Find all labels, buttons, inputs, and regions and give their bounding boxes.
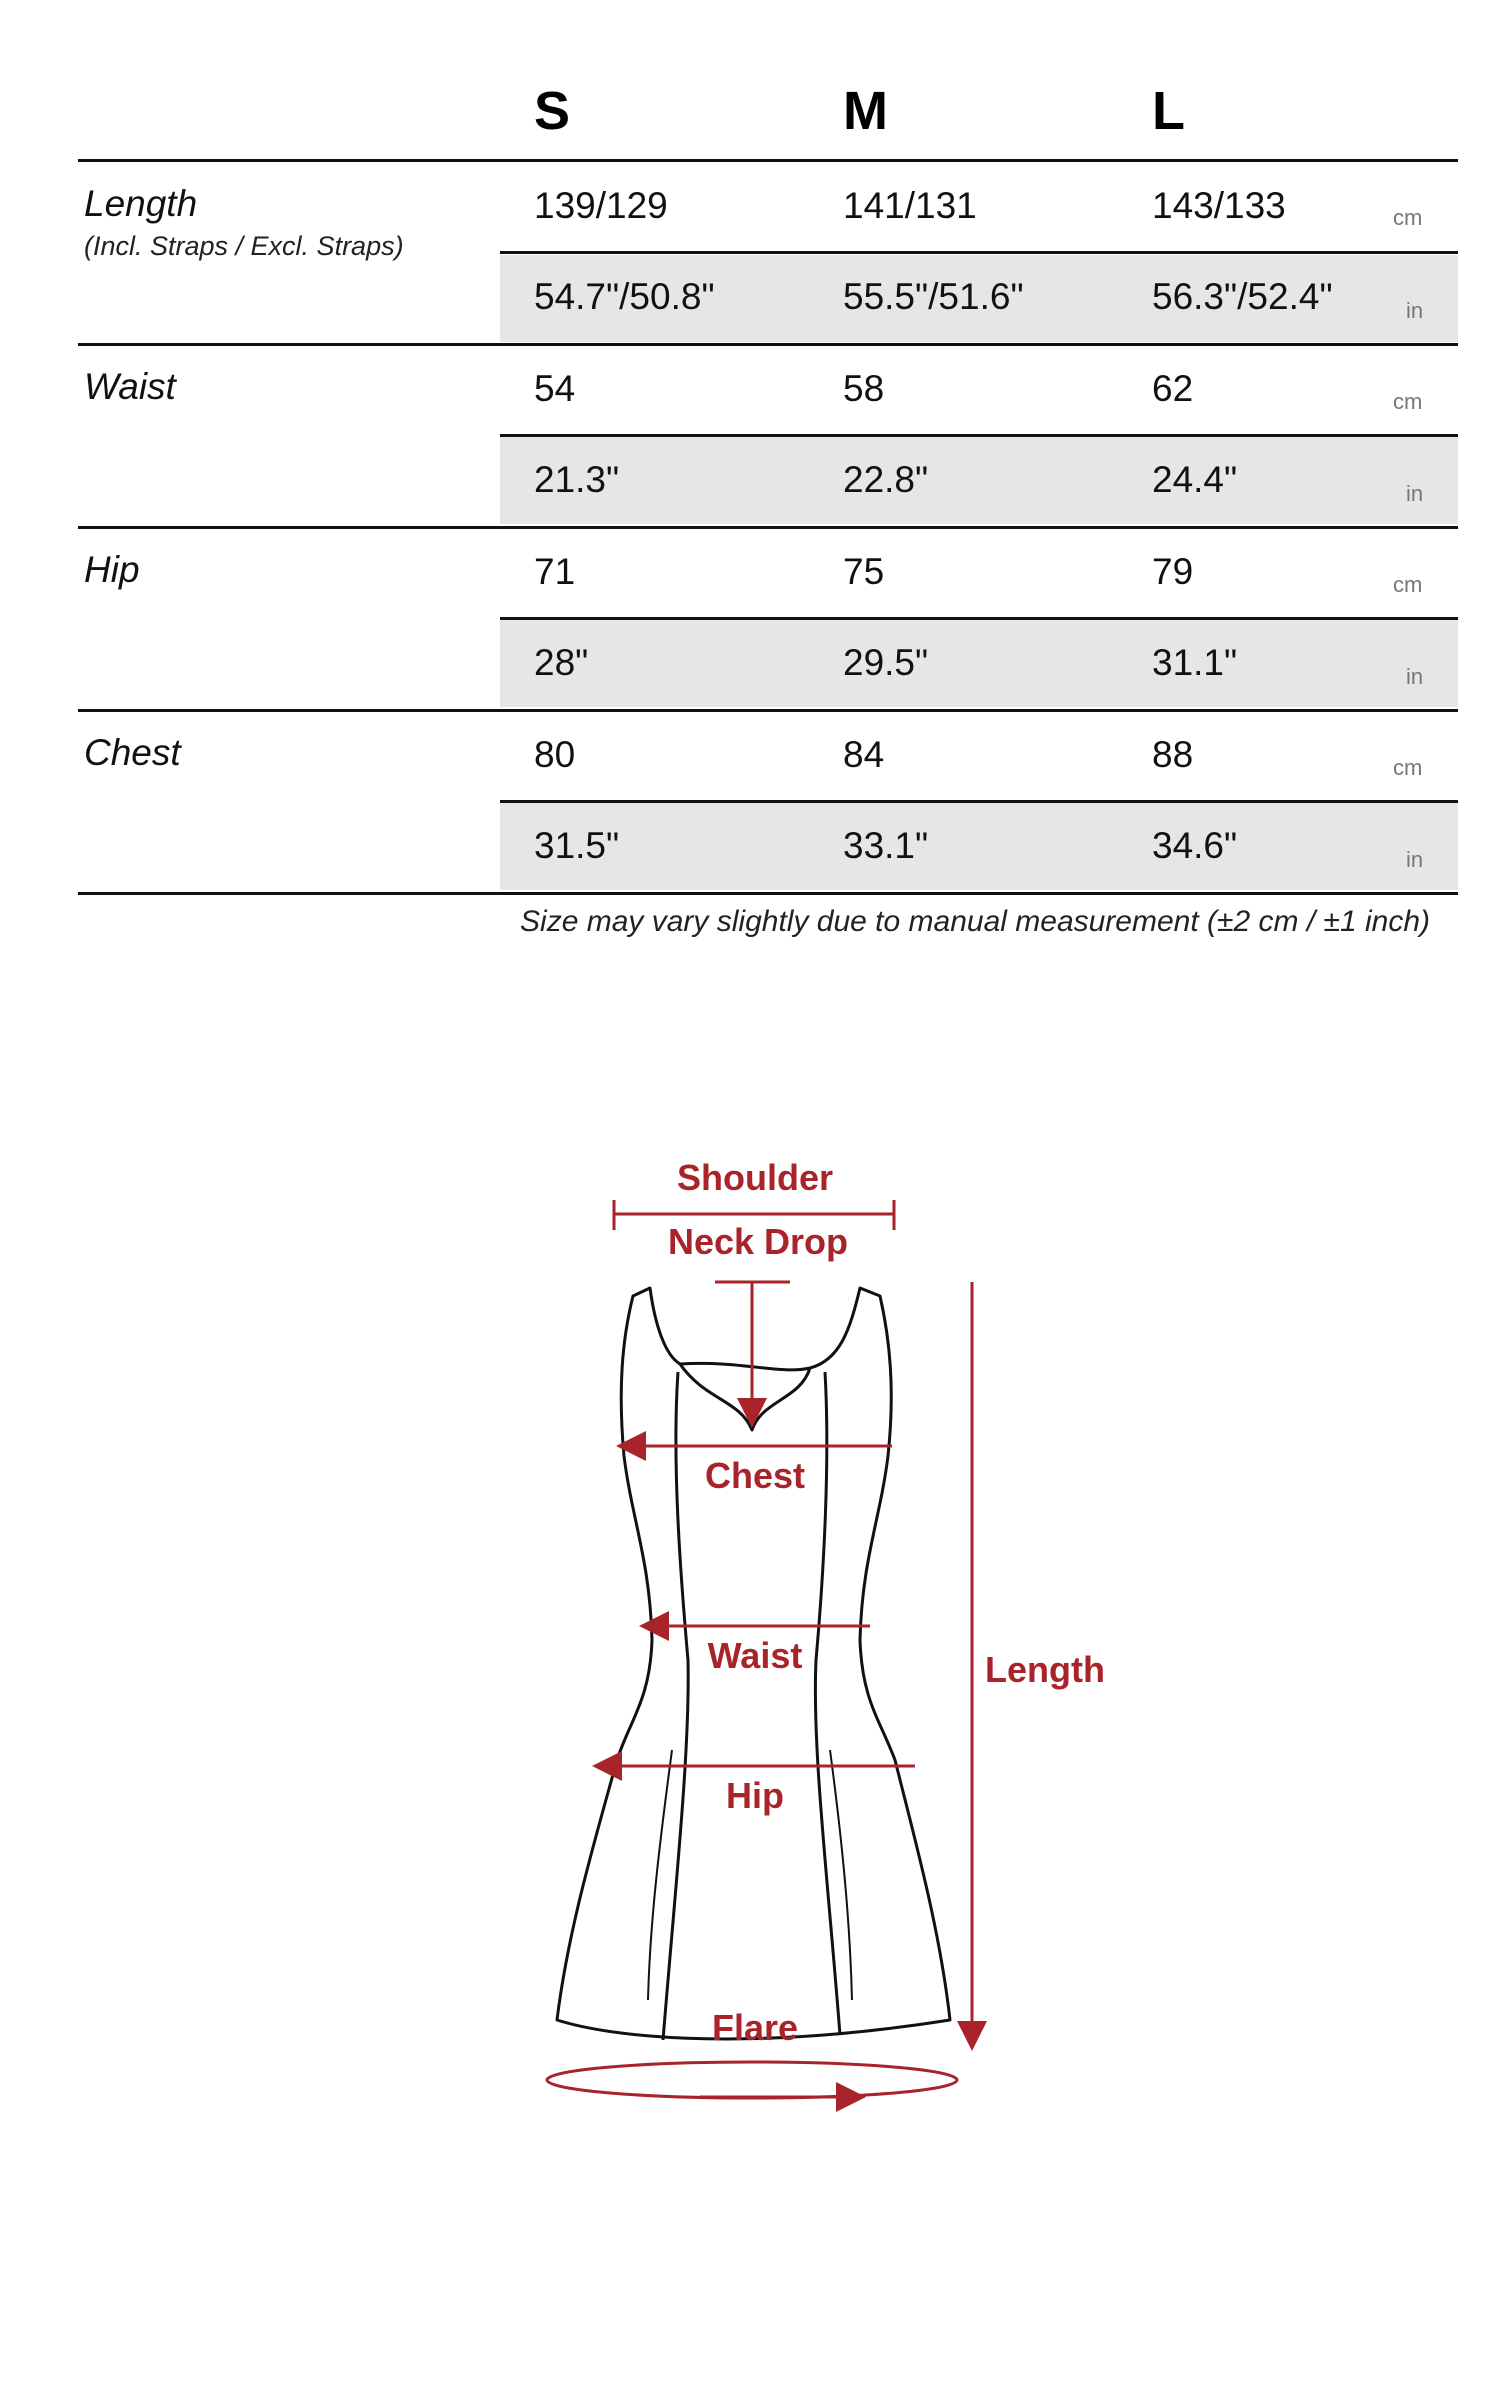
- label-waist: Waist: [707, 1635, 803, 1676]
- length-in-l: 56.3"/52.4": [1152, 276, 1333, 317]
- chest-cm-l: 88: [1152, 734, 1194, 775]
- waist-in-s: 21.3": [534, 459, 620, 500]
- hip-in-s: 28": [534, 642, 589, 683]
- size-chart-table: [0, 0, 1500, 960]
- waist-in-m: 22.8": [843, 459, 929, 500]
- waist-in-unit: in: [1406, 481, 1424, 506]
- measure-label-waist: Waist: [84, 366, 176, 407]
- chest-in-unit: in: [1406, 847, 1424, 872]
- rule-waist-end: [78, 526, 1458, 529]
- measure-label-hip: Hip: [84, 549, 140, 590]
- waist-cm-l: 62: [1152, 368, 1194, 409]
- size-header-s: S: [534, 81, 571, 141]
- waist-cm-m: 58: [843, 368, 885, 409]
- length-cm-l: 143/133: [1152, 185, 1286, 226]
- row-shade-waist-in: [500, 437, 1458, 524]
- dress-measurement-diagram: [0, 1100, 1500, 2200]
- rule-hip-mid: [500, 617, 1458, 620]
- chest-in-l: 34.6": [1152, 825, 1238, 866]
- rule-length-end: [78, 343, 1458, 346]
- chest-in-m: 33.1": [843, 825, 929, 866]
- rule-chest-end: [78, 892, 1458, 895]
- measure-sublabel-length: (Incl. Straps / Excl. Straps): [84, 231, 404, 261]
- length-cm-unit: cm: [1393, 205, 1423, 230]
- measurement-note: Size may vary slightly due to manual measurement (±2 cm / ±1 inch): [520, 905, 1430, 938]
- chest-in-s: 31.5": [534, 825, 620, 866]
- measure-label-chest: Chest: [84, 732, 181, 773]
- hip-cm-unit: cm: [1393, 572, 1423, 597]
- length-in-s: 54.7"/50.8": [534, 276, 715, 317]
- label-shoulder: Shoulder: [676, 1157, 834, 1198]
- rule-length-mid: [500, 251, 1458, 254]
- chest-cm-s: 80: [534, 734, 576, 775]
- length-in-m: 55.5"/51.6": [843, 276, 1024, 317]
- neckline: [680, 1364, 810, 1430]
- length-cm-s: 139/129: [534, 185, 668, 226]
- waist-in-l: 24.4": [1152, 459, 1238, 500]
- seam-right: [815, 1372, 840, 2035]
- row-shade-chest-in: [500, 803, 1458, 890]
- hip-in-m: 29.5": [843, 642, 929, 683]
- measure-label-length: Length: [84, 183, 198, 224]
- rule-waist-mid: [500, 434, 1458, 437]
- chest-cm-m: 84: [843, 734, 885, 775]
- label-hip: Hip: [726, 1775, 784, 1816]
- rule-header: [78, 159, 1458, 162]
- chest-cm-unit: cm: [1393, 755, 1423, 780]
- label-flare: Flare: [711, 2007, 799, 2048]
- hip-cm-m: 75: [843, 551, 885, 592]
- size-header-m: M: [843, 81, 888, 141]
- label-length: Length: [985, 1649, 1105, 1690]
- hip-in-unit: in: [1406, 664, 1424, 689]
- rule-chest-mid: [500, 800, 1458, 803]
- hip-cm-l: 79: [1152, 551, 1194, 592]
- seam-left: [663, 1372, 688, 2040]
- rule-hip-end: [78, 709, 1458, 712]
- hip-in-l: 31.1": [1152, 642, 1238, 683]
- flare-ellipse: [547, 2062, 957, 2098]
- length-cm-m: 141/131: [843, 185, 977, 226]
- length-in-unit: in: [1406, 298, 1424, 323]
- label-chest: Chest: [704, 1455, 806, 1496]
- row-shade-hip-in: [500, 620, 1458, 707]
- waist-cm-s: 54: [534, 368, 576, 409]
- hip-cm-s: 71: [534, 551, 576, 592]
- label-neck-drop: Neck Drop: [667, 1221, 849, 1262]
- size-header-l: L: [1152, 81, 1185, 141]
- waist-cm-unit: cm: [1393, 389, 1423, 414]
